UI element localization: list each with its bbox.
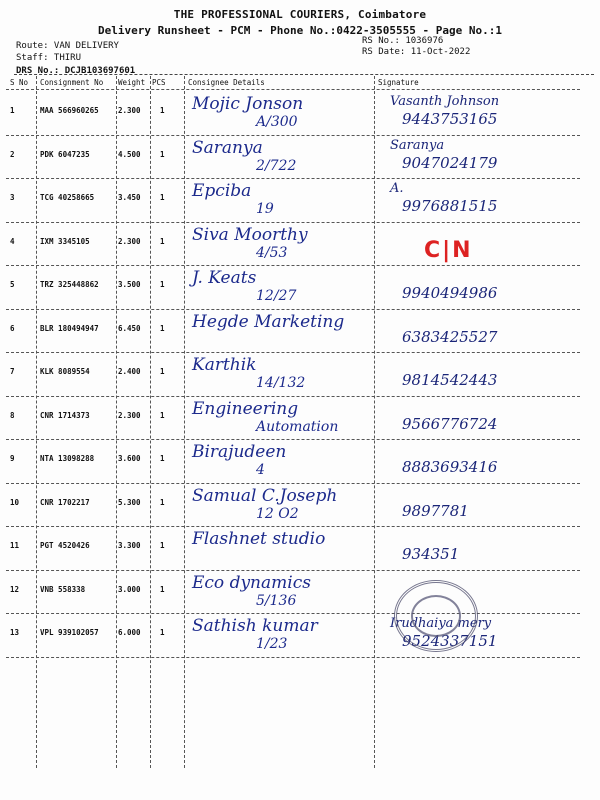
row-divider — [6, 396, 580, 397]
row-consignee-address: 12 O2 — [256, 505, 299, 522]
row-weight: 3.300 — [118, 541, 141, 550]
row-signature: Saranya — [390, 137, 445, 153]
row-consignee-address: 19 — [256, 201, 274, 217]
row-weight: 3.500 — [118, 280, 141, 289]
row-sno: 1 — [10, 106, 15, 115]
row-weight: 3.450 — [118, 193, 141, 202]
row-consignee-name: Siva Moorthy — [192, 224, 308, 245]
row-phone: 9524337151 — [402, 632, 498, 650]
row-pcs: 1 — [160, 454, 165, 463]
row-consignee-address: 4 — [256, 462, 265, 478]
row-pcs: 1 — [160, 584, 165, 594]
row-consignment-no: VNB 558338 — [40, 584, 86, 594]
col-divider — [36, 76, 37, 768]
row-consignee-name: Karthik — [192, 355, 257, 375]
col-signature-header: Signature — [378, 78, 419, 87]
row-divider — [6, 526, 580, 527]
row-phone: 9940494986 — [402, 284, 498, 302]
row-sno: 4 — [10, 236, 15, 246]
row-consignee-name: Eco dynamics — [192, 572, 311, 593]
row-divider — [6, 135, 580, 136]
row-divider — [6, 657, 580, 658]
row-consignment-no: TRZ 325448862 — [40, 280, 99, 289]
row-consignee-address: 14/132 — [256, 375, 306, 391]
row-pcs: 1 — [160, 410, 165, 420]
row-pcs: 1 — [160, 497, 165, 507]
row-pcs: 1 — [160, 367, 165, 376]
row-pcs: 1 — [160, 280, 165, 289]
row-divider — [6, 570, 580, 571]
row-consignee-name: Mojic Jonson — [192, 94, 304, 114]
row-sno: 13 — [10, 628, 20, 637]
row-divider — [6, 222, 580, 223]
row-consignment-no: CNR 1714373 — [40, 410, 90, 420]
row-phone: 8883693416 — [402, 458, 498, 476]
row-sno: 2 — [10, 149, 15, 159]
row-pcs: 1 — [160, 236, 165, 246]
row-sno: 5 — [10, 280, 15, 289]
row-divider — [6, 265, 580, 266]
row-pcs: 1 — [160, 193, 165, 202]
row-consignee-name: Samual C.Joseph — [192, 485, 338, 506]
col-divider — [374, 76, 375, 768]
row-consignee-name: Hegde Marketing — [192, 311, 345, 332]
row-sno: 12 — [10, 584, 20, 594]
col-divider — [150, 76, 151, 768]
row-weight: 2.400 — [118, 367, 141, 376]
row-weight: 6.450 — [118, 323, 141, 333]
col-divider — [184, 76, 185, 768]
col-sno-header: S No — [10, 78, 29, 87]
col-weight-header: Weight — [118, 78, 146, 87]
row-weight: 2.300 — [118, 410, 141, 420]
staff-label: Staff: THIRU — [16, 53, 82, 63]
row-consignee-address: 5/136 — [256, 592, 297, 609]
row-consignment-no: NTA 13098288 — [40, 454, 95, 463]
row-consignment-no: BLR 180494947 — [40, 323, 99, 333]
header-divider — [14, 74, 594, 75]
rs-number: RS No.: 1036976 — [362, 36, 444, 46]
row-consignment-no: VPL 939102057 — [40, 628, 99, 637]
row-sno: 7 — [10, 367, 15, 376]
row-consignment-no: KLK 8089554 — [40, 367, 90, 376]
row-weight: 3.600 — [118, 454, 141, 463]
drs-number: DRS No.: DCJB103697601 — [16, 66, 136, 76]
row-divider — [6, 483, 580, 484]
row-consignee-address: 4/53 — [256, 244, 288, 261]
row-consignment-no: IXM 3345105 — [40, 236, 90, 246]
rs-date: RS Date: 11-Oct-2022 — [362, 47, 471, 57]
col-pcs-header: PCS — [152, 78, 166, 87]
company-title: THE PROFESSIONAL COURIERS, Coimbatore — [173, 8, 427, 21]
runsheet-subtitle: Delivery Runsheet - PCM - Phone No.:0422-3505555 - Page No.:1 — [98, 24, 502, 37]
row-divider — [6, 178, 580, 179]
header-row-divider — [6, 89, 580, 90]
col-divider — [116, 76, 117, 768]
row-signature: Vasanth Johnson — [390, 94, 500, 109]
row-phone: 934351 — [402, 545, 460, 563]
row-consignee-name: Epciba — [192, 181, 252, 201]
row-pcs: 1 — [160, 149, 165, 159]
row-phone: 9897781 — [402, 501, 469, 520]
row-pcs: 1 — [160, 323, 165, 333]
row-consignee-address: A/300 — [256, 114, 298, 130]
row-consignment-no: CNR 1702217 — [40, 497, 90, 507]
cn-mark: C|N — [424, 238, 473, 263]
col-consignment-header: Consignment No — [40, 78, 104, 87]
row-consignment-no: TCG 40258665 — [40, 193, 95, 202]
row-phone: 6383425527 — [402, 327, 498, 346]
row-consignee-name: Saranya — [192, 137, 263, 158]
row-pcs: 1 — [160, 541, 165, 550]
row-consignee-address: 12/27 — [256, 288, 297, 304]
row-signature: Irudhaiya mery — [390, 616, 492, 631]
row-sno: 9 — [10, 454, 15, 463]
row-divider — [6, 613, 580, 614]
row-weight: 4.500 — [118, 149, 141, 159]
row-sno: 8 — [10, 410, 15, 420]
row-weight: 2.300 — [118, 236, 141, 246]
runsheet-table — [6, 78, 580, 768]
row-phone: 9976881515 — [402, 197, 498, 215]
row-consignee-name: Engineering — [192, 398, 299, 419]
row-signature: A. — [390, 181, 404, 196]
col-consignee-header: Consignee Details — [188, 78, 265, 87]
row-consignee-name: Birajudeen — [192, 442, 287, 462]
row-consignee-address: 2/722 — [256, 157, 297, 174]
row-weight: 2.300 — [118, 106, 141, 115]
row-pcs: 1 — [160, 106, 165, 115]
row-sno: 6 — [10, 323, 15, 333]
row-weight: 3.000 — [118, 584, 141, 594]
row-sno: 11 — [10, 541, 20, 550]
row-consignee-name: Flashnet studio — [192, 529, 326, 549]
row-divider — [6, 439, 580, 440]
row-weight: 5.300 — [118, 497, 141, 507]
row-consignee-name: Sathish kumar — [192, 616, 318, 636]
row-consignment-no: PDK 6047235 — [40, 149, 90, 159]
row-weight: 6.000 — [118, 628, 141, 637]
row-phone: 9047024179 — [402, 153, 498, 172]
row-divider — [6, 309, 580, 310]
row-sno: 10 — [10, 497, 20, 507]
row-phone: 9814542443 — [402, 371, 498, 389]
row-consignee-address: Automation — [256, 418, 339, 435]
route-label: Route: VAN DELIVERY — [16, 41, 119, 51]
row-sno: 3 — [10, 193, 15, 202]
row-consignment-no: PGT 4520426 — [40, 541, 90, 550]
row-divider — [6, 352, 580, 353]
company-seal-stamp — [394, 580, 478, 652]
row-phone: 9566776724 — [402, 414, 498, 433]
row-phone: 9443753165 — [402, 110, 498, 128]
row-consignee-address: 1/23 — [256, 636, 288, 652]
row-consignment-no: MAA 566960265 — [40, 106, 99, 115]
row-consignee-name: J. Keats — [192, 268, 257, 288]
row-pcs: 1 — [160, 628, 165, 637]
